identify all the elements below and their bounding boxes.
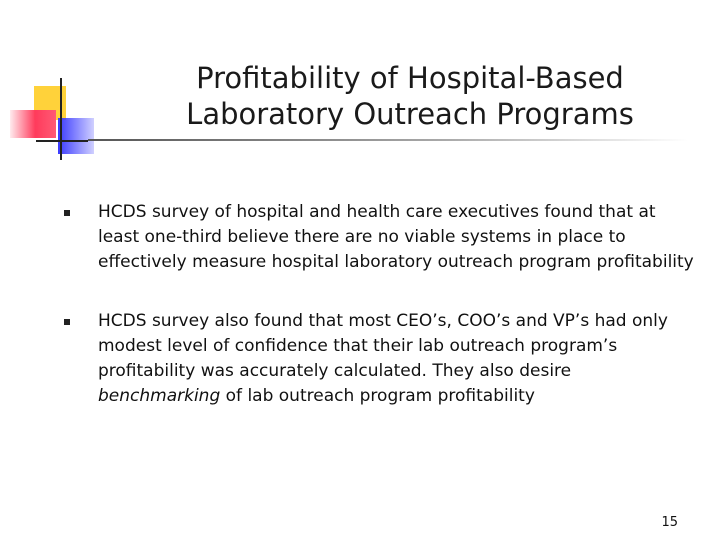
logo-horizontal-line (36, 140, 88, 142)
bullet-item (64, 200, 694, 275)
bullet-item (64, 309, 694, 409)
title-divider (88, 139, 688, 141)
slide-title: Profitability of Hospital-Based Laboratory Outreach Programs (186, 61, 634, 131)
logo-vertical-line (60, 78, 62, 160)
page-number: 15 (661, 515, 678, 530)
bullet-square-icon (64, 210, 70, 216)
logo-blue-square (58, 118, 94, 154)
bullet-text-end: of lab outreach program profitability (220, 386, 535, 406)
logo-red-bar (10, 110, 56, 138)
bullet-text: HCDS survey of hospital and health care executives found that at least one-third believe there are no viable systems in place to effectively measure hospital laboratory outreach program profitability (98, 202, 694, 272)
bullet-emphasis: benchmarking (98, 386, 221, 406)
bullet-list (64, 200, 694, 409)
slide-logo-graphic (0, 0, 110, 170)
bullet-square-icon (64, 319, 70, 325)
bullet-text: HCDS survey also found that most CEO’s, COO’s and VP’s had only modest level of confidence that their lab outreach program’s profitability was accurately calculated. They also desire (98, 311, 668, 381)
